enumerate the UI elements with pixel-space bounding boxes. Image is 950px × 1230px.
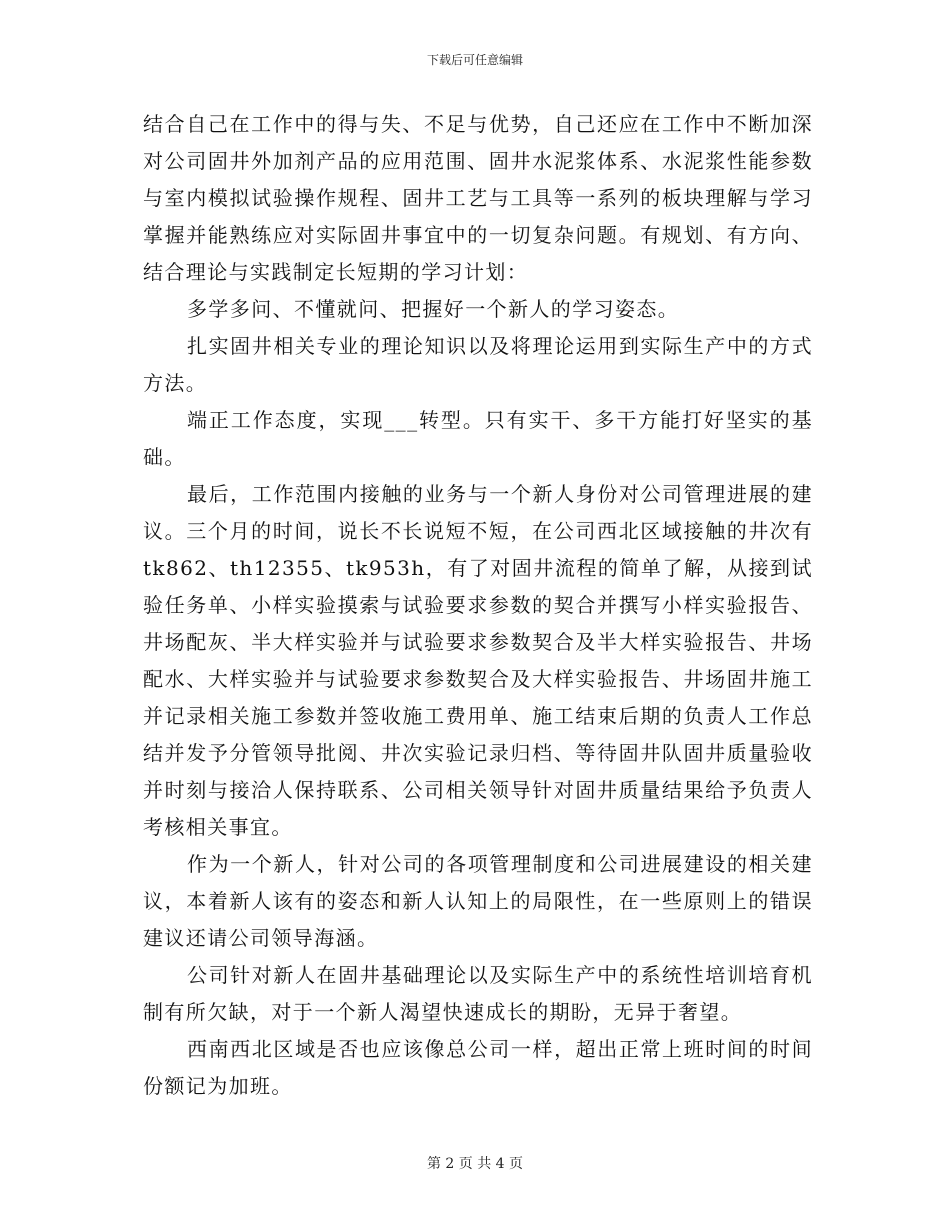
- paragraph-work-attitude: 端正工作态度，实现___转型。只有实干、多干方能打好坚实的基础。: [143, 408, 813, 469]
- page-header: 下载后可任意编辑: [426, 53, 523, 67]
- page-number: 第 2 页 共 4 页: [426, 1156, 524, 1172]
- paragraph-theory-practice: 扎实固井相关专业的理论知识以及将理论运用到实际生产中的方式方法。: [143, 334, 813, 395]
- paragraph-learn-and-ask: 多学多问、不懂就问、把握好一个新人的学习姿态。: [187, 297, 680, 321]
- paragraph-overtime: 西南西北区域是否也应该像总公司一样，超出正常上班时间的时间份额记为加班。: [143, 1037, 813, 1098]
- paragraph-management-suggestions: 最后，工作范围内接触的业务与一个新人身份对公司管理进展的建议。三个月的时间，说长不长说短不短，在公司西北区域接触的井次有tk862、th12355、tk953h，有了对固井流程的简单了解，从接到试验任务单、小样实验摸索与试验要求参数的契合并撰写小样实验报告、井场配灰、半大样实验并与试验要求参数契合及半大样实验报告、井场配水、大样实验并与试验要求参数契合及大样实验报告、井场固井施工并记录相关施工参数并签收施工费用单、施工结束后期的负责人工作总结并发予分管领导批阅、井次实验记录归档、等待固井队固井质量验收并时刻与接洽人保持联系、公司相关领导针对固井质量结果给予负责人考核相关事宜。: [143, 482, 813, 839]
- document-body: [143, 106, 813, 1105]
- paragraph-newcomer-note: 作为一个新人，针对公司的各项管理制度和公司进展建设的相关建议，本着新人该有的姿态和新人认知上的局限性，在一些原则上的错误建议还请公司领导海涵。: [143, 852, 813, 950]
- paragraph-study-plan: 结合自己在工作中的得与失、不足与优势，自己还应在工作中不断加深对公司固井外加剂产品的应用范围、固井水泥浆体系、水泥浆性能参数与室内模拟试验操作规程、固井工艺与工具等一系列的板块理解与学习掌握并能熟练应对实际固井事宜中的一切复杂问题。有规划、有方向、结合理论与实践制定长短期的学习计划：: [143, 112, 813, 284]
- paragraph-training-mechanism: 公司针对新人在固井基础理论以及实际生产中的系统性培训培育机制有所欠缺，对于一个新人渴望快速成长的期盼，无异于奢望。: [143, 963, 813, 1024]
